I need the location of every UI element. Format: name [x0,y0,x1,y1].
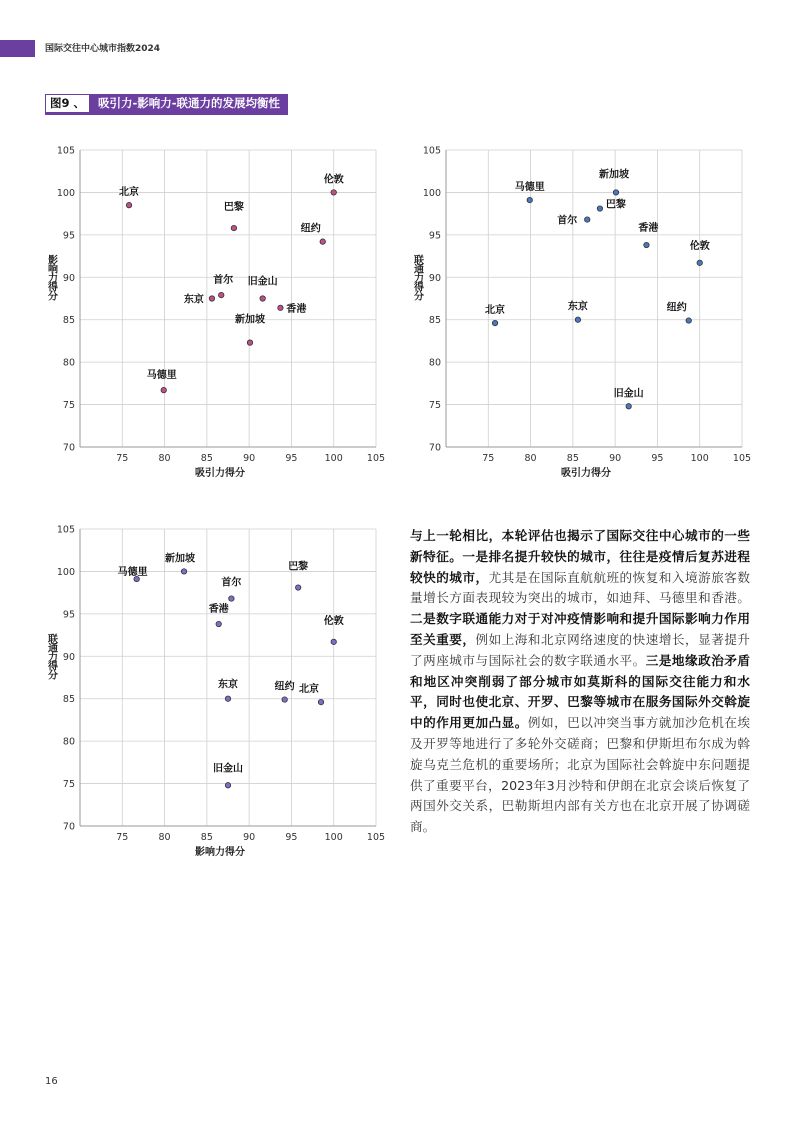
header-accent-bar [0,40,35,57]
y-tick-label: 70 [62,442,75,454]
data-point [216,621,221,626]
figure-title [45,94,288,115]
x-tick-label: 100 [324,832,343,843]
y-tick-label: 70 [428,442,441,454]
y-tick-label: 80 [428,357,441,369]
point-label: 纽约 [300,223,321,235]
data-point [278,305,283,310]
y-tick-label: 75 [62,400,75,412]
x-tick-label: 95 [285,453,298,464]
data-point [225,783,230,788]
point-label: 巴黎 [223,202,244,214]
y-tick-label: 95 [62,230,75,242]
x-tick-label: 95 [651,453,664,464]
point-label: 旧金山 [247,276,278,288]
point-label: 巴黎 [605,199,626,211]
y-tick-label: 105 [422,145,441,157]
x-axis-label: 吸引力得分 [561,468,611,479]
x-tick-label: 95 [285,832,298,843]
data-point [209,296,214,301]
y-tick-label: 105 [56,524,75,536]
body-text-1: 尤其是在国际直航航班的恢复和入境游旅客数量增长方面表现较为突出的城市，如迪拜、马德里和香港。 [410,569,751,606]
point-label: 伦敦 [689,240,710,252]
point-label: 北京 [299,684,320,696]
data-point [219,292,224,297]
x-tick-label: 90 [243,453,256,464]
point-label: 香港 [208,604,229,616]
point-label: 首尔 [213,275,234,287]
body-text-2: 例如上海和北京网络速度的快速增长，显著提升了两座城市与国际社会的数字联通水平。 [410,631,751,668]
data-point [644,242,649,247]
page-number: 16 [45,1076,58,1087]
point-label: 马德里 [117,567,148,579]
point-label: 香港 [286,303,307,315]
x-tick-label: 100 [690,453,709,464]
y-tick-label: 95 [62,609,75,621]
y-tick-label: 80 [62,357,75,369]
point-label: 马德里 [514,182,545,194]
x-tick-label: 80 [158,832,171,843]
x-tick-label: 75 [116,832,129,843]
y-tick-label: 75 [428,400,441,412]
x-axis-label: 影响力得分 [195,847,245,858]
data-point [626,404,631,409]
data-point [231,225,236,230]
point-label: 纽约 [666,302,687,314]
body-text-bold-1: 与上一轮相比，本轮评估也揭示了国际交往中心城市的一些新特征。一是排名提升较快的城市，往往是疫情后复苏进程较快的城市， [410,528,750,585]
x-tick-label: 100 [324,453,343,464]
body-paragraph [410,526,750,838]
data-point [527,197,532,202]
x-tick-label: 75 [116,453,129,464]
data-point [492,320,497,325]
x-tick-label: 105 [732,453,752,464]
x-tick-label: 80 [158,453,171,464]
y-tick-label: 85 [62,694,75,706]
point-label: 伦敦 [323,174,344,186]
data-point [331,190,336,195]
point-label: 新加坡 [234,314,265,326]
scatter-attraction-vs-connectivity [406,140,756,485]
y-axis-label: 影响力得分 [45,254,57,300]
point-label: 纽约 [274,681,295,693]
point-label: 北京 [119,187,140,199]
y-tick-label: 80 [62,736,75,748]
x-tick-label: 85 [200,832,213,843]
y-tick-label: 75 [62,779,75,791]
point-label: 北京 [485,305,506,317]
point-label: 东京 [218,679,238,691]
y-tick-label: 90 [62,651,75,663]
body-text-3: 例如，巴以冲突当事方就加沙危机在埃及开罗等地进行了多轮外交磋商；巴黎和伊斯坦布尔成为斡旋乌克兰危机的重要场所；北京为国际社会斡旋中东问题提供了重要平台，2023年3月沙特和伊朗在北京会谈后恢复了两国外交关系，巴勒斯坦内部有关方也在北京开展了协调磋商。 [410,715,751,835]
x-axis-label: 吸引力得分 [195,468,245,479]
data-point [295,585,300,590]
point-label: 首尔 [557,215,578,227]
data-point [260,296,265,301]
x-tick-label: 105 [366,453,386,464]
point-label: 香港 [638,223,659,235]
x-tick-label: 75 [482,453,495,464]
y-tick-label: 90 [62,272,75,284]
figure-label: 图9 、 [45,94,90,113]
y-tick-label: 70 [62,821,75,833]
data-point [318,699,323,704]
data-point [613,190,618,195]
data-point [320,239,325,244]
point-label: 新加坡 [598,169,629,181]
point-label: 马德里 [146,370,177,382]
point-label: 新加坡 [165,553,196,565]
x-tick-label: 80 [524,453,537,464]
figure-name: 吸引力-影响力-联通力的发展均衡性 [90,94,288,113]
point-label: 东京 [567,301,588,313]
x-tick-label: 90 [609,453,622,464]
data-point [161,387,166,392]
body-text-bold-2: 二是数字联通能力对于对冲疫情影响和提升国际影响力作用至关重要， [410,611,750,647]
y-tick-label: 95 [428,230,441,242]
point-label: 东京 [183,294,204,306]
y-tick-label: 85 [62,315,75,327]
data-point [597,206,602,211]
x-tick-label: 85 [566,453,579,464]
data-point [331,639,336,644]
data-point [181,569,186,574]
running-header-title: 国际交往中心城市指数2024 [45,44,161,54]
y-axis-label: 联通力得分 [411,254,423,300]
data-point [585,217,590,222]
point-label: 旧金山 [613,388,644,400]
y-tick-label: 105 [56,145,75,157]
y-axis-label: 联通力得分 [45,633,57,679]
point-label: 首尔 [221,577,242,589]
scatter-influence-vs-connectivity [40,519,390,864]
x-tick-label: 85 [200,453,213,464]
data-point [229,596,234,601]
data-point [247,340,252,345]
data-point [575,317,580,322]
data-point [697,260,702,265]
y-tick-label: 90 [428,272,441,284]
data-point [686,318,691,323]
y-tick-label: 85 [428,315,441,327]
point-label: 伦敦 [323,615,344,627]
scatter-attraction-vs-influence [40,140,390,485]
point-label: 旧金山 [213,763,243,775]
data-point [282,697,287,702]
data-point [225,696,230,701]
x-tick-label: 105 [366,832,386,843]
x-tick-label: 90 [243,832,256,843]
y-tick-label: 100 [56,187,75,199]
y-tick-label: 100 [422,187,441,199]
data-point [126,202,131,207]
point-label: 巴黎 [288,561,309,573]
body-text-bold-3: 三是地缘政治矛盾和地区冲突削弱了部分城市如莫斯科的国际交往能力和水平，同时也使北京、开罗、巴黎等城市在服务国际外交斡旋中的作用更加凸显。 [410,652,751,731]
y-tick-label: 100 [56,566,75,578]
